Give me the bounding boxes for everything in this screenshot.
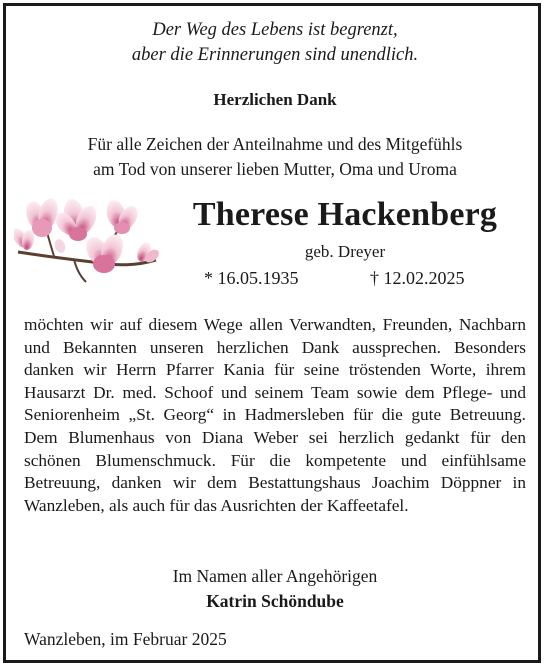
thanks-heading: Herzlichen Dank <box>213 90 337 109</box>
motto-quote <box>0 18 550 68</box>
motto-line-1: Der Weg des Lebens ist begrenzt, <box>152 20 398 40</box>
birth-name: geb. Dreyer <box>304 242 386 261</box>
intro-line-1: Für alle Zeichen der Anteilnahme und des Mitgefühls <box>87 134 463 154</box>
death-date: † 12.02.2025 <box>370 268 465 288</box>
place-and-date: Wanzleben, im Februar 2025 <box>24 629 227 649</box>
thanks-body-text: möchten wir auf diesem Wege allen Verwandten, Freunden, Nachbarn und Bekannten unseren herzlichen Dank aussprechen. Besonders danken wir Herrn Pfarrer Kania für seine tröstenden Worte, ihrem Hausarzt Dr. med. Schoof und seinem Team sowie dem Pflege- und Seniorenheim „St. Georg“ in Hadmersleben für die gute Betreuung. Dem Blumenhaus von Diana Weber sei herzlich gedankt für den schönen Blumenschmuck. Für die kompetente und einfühlsame Betreuung, danken wir dem Bestattungshaus Joachim Döppner in Wanzleben, als auch für das Ausrichten der Kaffeetafel. <box>24 315 526 515</box>
motto-line-2: aber die Erinnerungen sind unendlich. <box>131 45 419 65</box>
deceased-name: Therese Hackenberg <box>192 196 498 233</box>
magnolia-branch-icon <box>14 194 160 286</box>
signature-name: Katrin Schöndube <box>206 591 344 611</box>
intro-line-2: am Tod von unserer lieben Mutter, Oma und Uroma <box>93 159 457 179</box>
birth-date: * 16.05.1935 <box>204 268 299 288</box>
intro-text <box>0 132 550 182</box>
signature-block <box>0 564 550 614</box>
signature-line: Im Namen aller Angehörigen <box>172 566 378 586</box>
